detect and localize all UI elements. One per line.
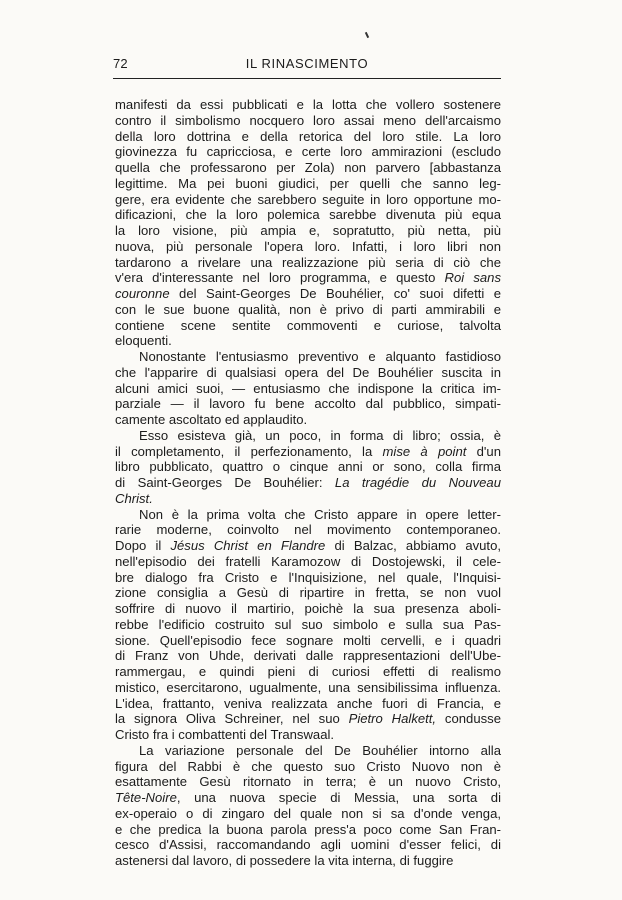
text-line: cesco d'Assisi, raccomandando agli uomini d'esser felici, di: [115, 837, 501, 853]
text-line: legittime. Ma pei buoni giudici, per quelli che sanno leg-: [115, 175, 501, 191]
text-line: alcuni amici suoi, — entusiasmo che indispone la critica im-: [115, 380, 501, 396]
text-line: ex-operaio o di zingaro del quale non si sa d'onde venga,: [115, 805, 501, 821]
text-line: manifesti da essi pubblicati e la lotta che vollero sostenere: [115, 97, 501, 112]
text-line: gere, era evidente che sarebbero seguite in loro opportune mo-: [115, 191, 501, 207]
text-line: Christ.: [115, 490, 153, 506]
text-line: la loro visione, più ampia e, sopratutto, più netta, più: [115, 223, 501, 238]
text-line: rammergau, e quindi pieni di curiosi effetti di realismo: [115, 664, 501, 679]
text-line: Tête-Noire, una nuova specie di Messia, una sorta di: [115, 790, 501, 805]
page-number: 72: [113, 56, 128, 71]
text-line: eloquenti.: [115, 333, 172, 349]
text-line: il completamento, il perfezionamento, la mise à point d'un: [115, 443, 501, 459]
running-header: [113, 56, 501, 78]
text-line: camente ascoltato ed applaudito.: [115, 412, 308, 427]
paragraph: [115, 428, 501, 507]
text-line: esattamente Gesù ritornato in terra; è un nuovo Cristo,: [115, 774, 501, 790]
text-line: giovinezza fu capricciosa, e certe loro ammirazioni (escludo: [115, 144, 501, 160]
text-line: v'era d'interessante nel loro programma, e questo Roi sans: [115, 270, 501, 286]
text-line: Non è la prima volta che Cristo appare in opere letter-: [139, 506, 501, 522]
header-rule: [113, 78, 501, 79]
text-line: rarie moderne, coinvolto nel movimento contemporaneo.: [115, 522, 501, 538]
paragraph: [115, 743, 501, 869]
text-line: di Franz von Uhde, derivati dalle rappresentazioni dell'Ube-: [115, 648, 501, 664]
text-line: zione consiglia a Gesù di ripartire in fretta, se non vuol: [115, 585, 501, 601]
text-line: mistico, esercitarono, ugualmente, una sensibilissima influenza.: [115, 679, 501, 695]
paragraph: [115, 97, 501, 349]
paragraph: [115, 349, 501, 428]
text-line: con le sue buone qualità, non è privo di parti ammirabili e: [115, 301, 501, 317]
text-line: parziale — il lavoro fu bene accolto dal pubblico, simpati-: [115, 396, 501, 412]
text-line: quella che professarono per Zola) non parvero [abbastanza: [115, 160, 501, 175]
text-line: L'idea, frattanto, veniva realizzata anche fuori di Francia, e: [115, 695, 501, 711]
text-line: bre dialogo fra Cristo e l'Inquisizione, nel quale, l'Inquisi-: [115, 569, 501, 585]
page-text: [115, 97, 501, 869]
text-line: dificazioni, che la loro polemica sarebbe divenuta più equa: [115, 207, 501, 223]
text-line: Cristo fra i combattenti del Transwaal.: [115, 727, 335, 742]
text-line: e che predica la buona parola press'a poco come San Fran-: [115, 821, 501, 837]
text-line: contro il simbolismo nocquero loro assai meno dell'arcaismo: [115, 112, 501, 128]
text-line: libro pubblicato, quattro o cinque anni or sono, colla firma: [115, 459, 501, 475]
text-line: soffrire di nuovo il martirio, poichè la sua presenza aboli-: [115, 601, 501, 616]
text-line: Esso esisteva già, un poco, in forma di libro; ossia, è: [139, 427, 501, 443]
running-title: IL RINASCIMENTO: [245, 56, 369, 71]
text-line: couronne del Saint-Georges De Bouhélier, co' suoi difetti e: [115, 286, 501, 301]
text-line: contiene scene sentite commoventi e curiose, talvolta: [115, 317, 501, 333]
text-line: La variazione personale del De Bouhélier intorno alla: [139, 742, 501, 758]
text-line: nell'episodio dei fratelli Karamozow di Dostojewski, il cele-: [115, 553, 501, 569]
text-line: rebbe l'edificio costruito sul suo simbolo e sulla sua Pas-: [115, 616, 501, 632]
text-line: sione. Quell'episodio fece sognare molti cervelli, e i quadri: [115, 632, 501, 648]
text-line: che l'apparire di qualsiasi opera del De Bouhélier suscita in: [115, 364, 501, 380]
ink-mark: [365, 32, 369, 38]
paragraph: [115, 507, 501, 743]
text-line: astenersi dal lavoro, di possedere la vita interna, di fuggire: [115, 853, 454, 868]
text-line: la signora Oliva Schreiner, nel suo Pietro Halkett, condusse: [115, 711, 501, 727]
text-line: tardarono a rivelare una realizzazione più seria di ciò che: [115, 254, 501, 270]
text-line: Dopo il Jésus Christ en Flandre di Balzac, abbiamo avuto,: [115, 538, 501, 553]
text-line: della loro dottrina e della retorica del loro stile. La loro: [115, 128, 501, 144]
text-line: Nonostante l'entusiasmo preventivo e alquanto fastidioso: [139, 349, 501, 364]
text-line: nuova, più personale l'opera loro. Infatti, i loro libri non: [115, 238, 501, 254]
text-line: figura del Rabbi è che questo suo Cristo Nuovo non è: [115, 758, 501, 774]
text-line: di Saint-Georges De Bouhélier: La tragédie du Nouveau: [115, 475, 501, 490]
